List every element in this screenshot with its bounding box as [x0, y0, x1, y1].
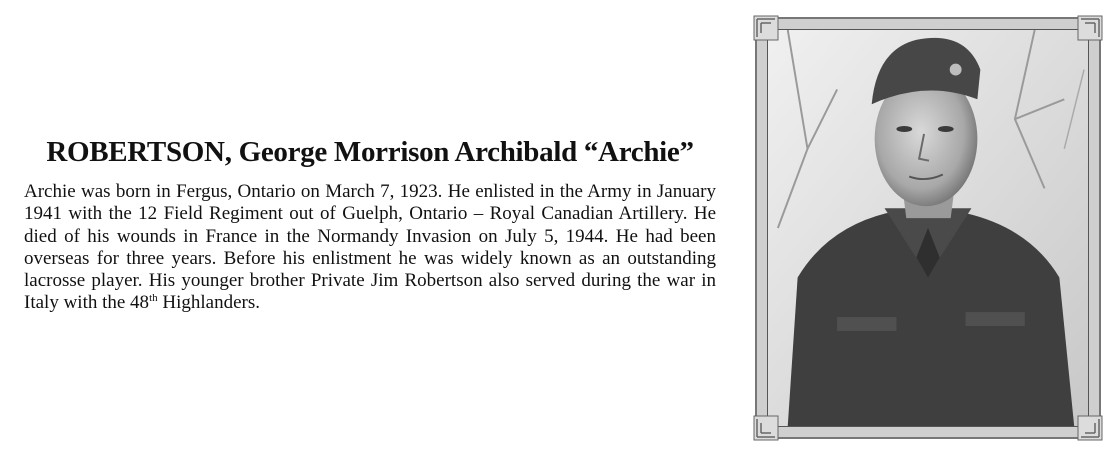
memorial-entry: [24, 135, 716, 315]
soldier-portrait-photo: [767, 29, 1089, 427]
portrait-frame: [755, 17, 1101, 439]
frame-corner-ornament: [753, 15, 779, 41]
ordinal-suffix: th: [149, 292, 158, 305]
frame-corner-ornament: [753, 415, 779, 441]
frame-corner-ornament: [1077, 415, 1103, 441]
biography-paragraph: [24, 181, 716, 315]
biography-text-end: Highlanders.: [157, 292, 260, 314]
biography-text: Archie was born in Fergus, Ontario on March 7, 1923. He enlisted in the Army in January 1941 with the 12 Field Regiment out of Guelph, Ontario – Royal Canadian Artillery. He died of his wounds in France in the Normandy Invasion on July 5, 1944. He had been overseas for three years. Before his enlistment he was widely known as an outstanding lacrosse player. His younger brother Private Jim Robertson also served during the war in Italy with the 48: [24, 181, 716, 314]
soldier-portrait-image: [768, 30, 1088, 426]
soldier-name-heading: ROBERTSON, George Morrison Archibald “Archie”: [46, 136, 694, 168]
frame-corner-ornament: [1077, 15, 1103, 41]
